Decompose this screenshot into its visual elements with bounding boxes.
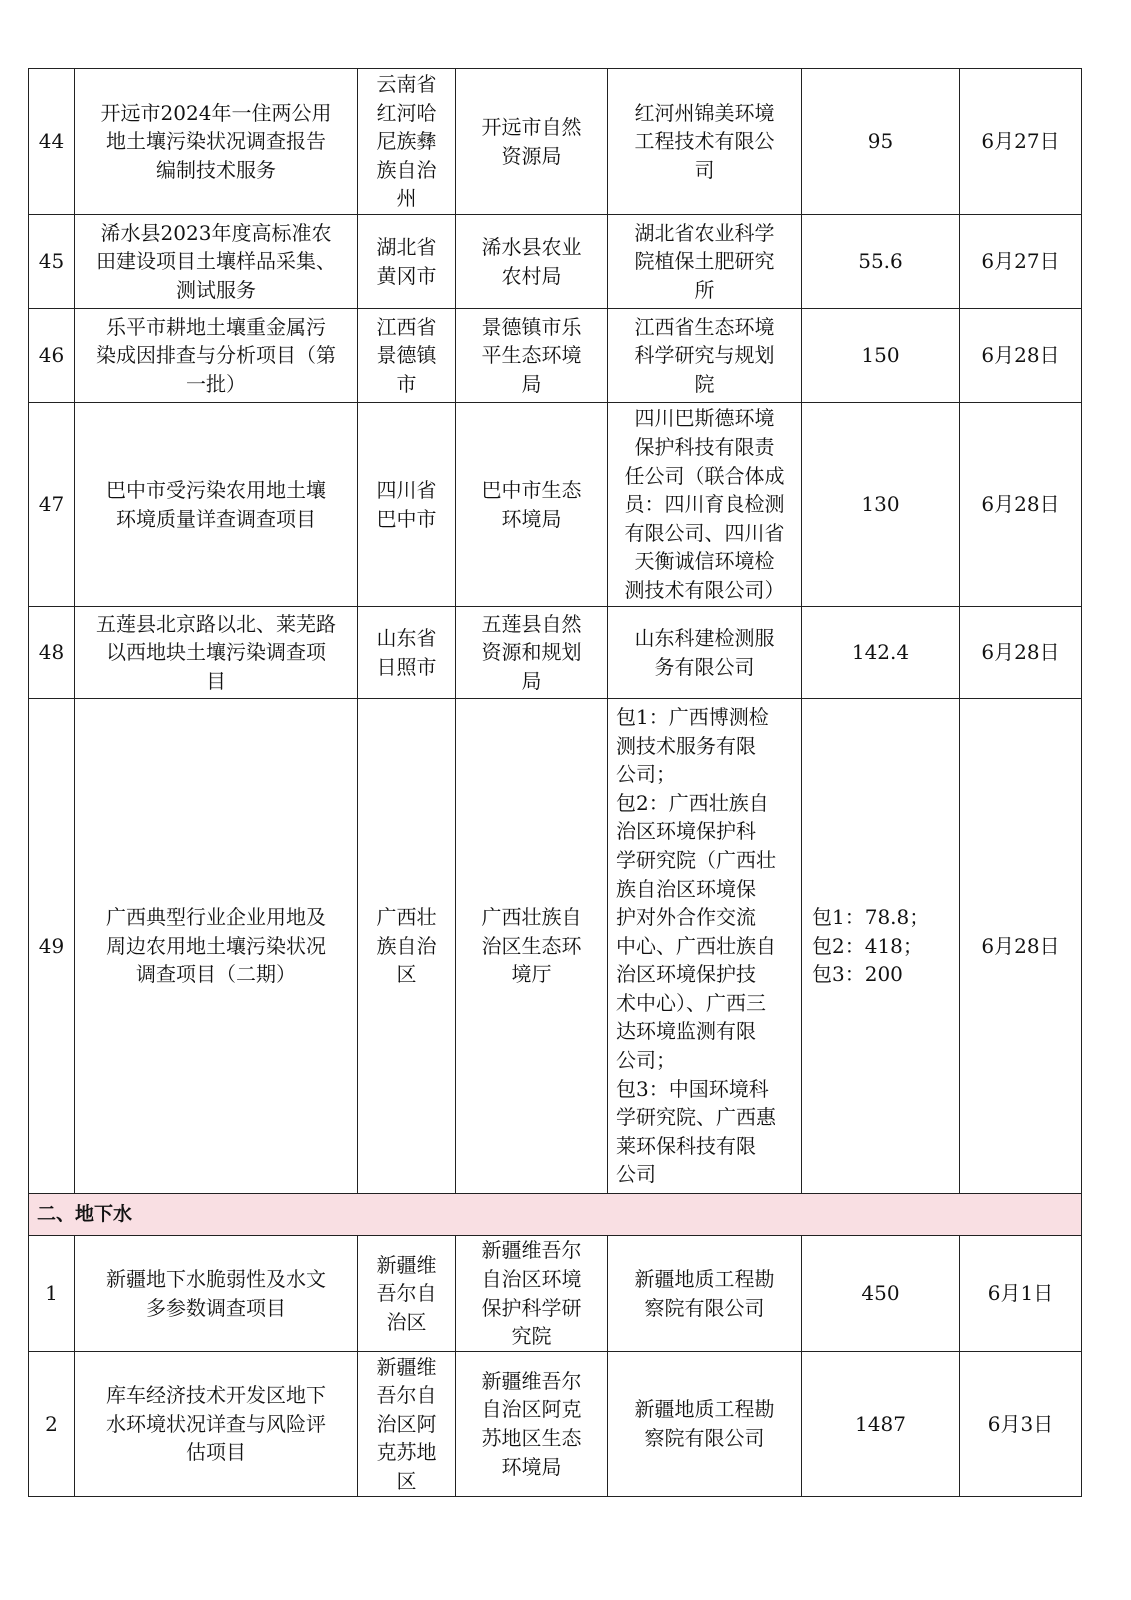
winning-bidder: 江西省生态环境 科学研究与规划 院 (608, 309, 802, 403)
amount: 包1：78.8； 包2：418； 包3：200 (802, 699, 960, 1194)
purchasing-agency: 开远市自然 资源局 (456, 69, 608, 215)
winning-bidder: 新疆地质工程勘 察院有限公司 (608, 1236, 802, 1352)
table-row (29, 69, 1082, 215)
region: 云南省 红河哈 尼族彝 族自治 州 (358, 69, 456, 215)
amount: 130 (802, 403, 960, 607)
purchasing-agency: 五莲县自然 资源和规划 局 (456, 607, 608, 699)
region: 江西省 景德镇 市 (358, 309, 456, 403)
date: 6月27日 (960, 215, 1082, 309)
table-row (29, 1352, 1082, 1497)
date: 6月3日 (960, 1352, 1082, 1497)
date: 6月1日 (960, 1236, 1082, 1352)
table-row (29, 607, 1082, 699)
purchasing-agency: 新疆维吾尔 自治区阿克 苏地区生态 环境局 (456, 1352, 608, 1497)
winning-bidder: 包1：广西博测检 测技术服务有限 公司； 包2：广西壮族自 治区环境保护科 学研究院（广西壮 族自治区环境保 护对外合作交流 中心、广西壮族自 治区环境保护技 术中心）、广西三 达环境监测有限 公司； 包3：中国环境科 学研究院、广西惠 莱环保科技有限 公司 (608, 699, 802, 1194)
date: 6月28日 (960, 403, 1082, 607)
purchasing-agency: 巴中市生态 环境局 (456, 403, 608, 607)
amount: 450 (802, 1236, 960, 1352)
amount: 55.6 (802, 215, 960, 309)
table-row (29, 1236, 1082, 1352)
table-row (29, 699, 1082, 1194)
project-name: 乐平市耕地土壤重金属污 染成因排查与分析项目（第 一批） (75, 309, 358, 403)
row-number: 49 (29, 699, 75, 1194)
row-number: 47 (29, 403, 75, 607)
region: 四川省 巴中市 (358, 403, 456, 607)
project-name: 浠水县2023年度高标准农 田建设项目土壤样品采集、 测试服务 (75, 215, 358, 309)
table-row (29, 309, 1082, 403)
row-number: 2 (29, 1352, 75, 1497)
winning-bidder: 湖北省农业科学 院植保土肥研究 所 (608, 215, 802, 309)
date: 6月28日 (960, 607, 1082, 699)
project-name: 广西典型行业企业用地及 周边农用地土壤污染状况 调查项目（二期） (75, 699, 358, 1194)
row-number: 44 (29, 69, 75, 215)
region: 新疆维 吾尔自 治区阿 克苏地 区 (358, 1352, 456, 1497)
region: 湖北省 黄冈市 (358, 215, 456, 309)
purchasing-agency: 广西壮族自 治区生态环 境厅 (456, 699, 608, 1194)
winning-bidder: 红河州锦美环境 工程技术有限公 司 (608, 69, 802, 215)
amount: 95 (802, 69, 960, 215)
row-number: 45 (29, 215, 75, 309)
date: 6月28日 (960, 309, 1082, 403)
region: 山东省 日照市 (358, 607, 456, 699)
row-number: 48 (29, 607, 75, 699)
table-row (29, 215, 1082, 309)
project-name: 新疆地下水脆弱性及水文 多参数调查项目 (75, 1236, 358, 1352)
region: 广西壮 族自治 区 (358, 699, 456, 1194)
purchasing-agency: 景德镇市乐 平生态环境 局 (456, 309, 608, 403)
purchasing-agency: 浠水县农业 农村局 (456, 215, 608, 309)
amount: 1487 (802, 1352, 960, 1497)
project-name: 库车经济技术开发区地下 水环境状况详查与风险评 估项目 (75, 1352, 358, 1497)
purchasing-agency: 新疆维吾尔 自治区环境 保护科学研 究院 (456, 1236, 608, 1352)
region: 新疆维 吾尔自 治区 (358, 1236, 456, 1352)
date: 6月27日 (960, 69, 1082, 215)
project-name: 五莲县北京路以北、莱芜路 以西地块土壤污染调查项 目 (75, 607, 358, 699)
procurement-table (28, 68, 1082, 1497)
section-title: 二、地下水 (29, 1194, 1082, 1236)
date: 6月28日 (960, 699, 1082, 1194)
table-row (29, 403, 1082, 607)
project-name: 巴中市受污染农用地土壤 环境质量详查调查项目 (75, 403, 358, 607)
winning-bidder: 山东科建检测服 务有限公司 (608, 607, 802, 699)
winning-bidder: 四川巴斯德环境 保护科技有限责 任公司（联合体成 员：四川育良检测 有限公司、四川省 天衡诚信环境检 测技术有限公司） (608, 403, 802, 607)
project-name: 开远市2024年一住两公用 地土壤污染状况调查报告 编制技术服务 (75, 69, 358, 215)
winning-bidder: 新疆地质工程勘 察院有限公司 (608, 1352, 802, 1497)
section-header-row (29, 1194, 1082, 1236)
row-number: 46 (29, 309, 75, 403)
amount: 150 (802, 309, 960, 403)
row-number: 1 (29, 1236, 75, 1352)
amount: 142.4 (802, 607, 960, 699)
